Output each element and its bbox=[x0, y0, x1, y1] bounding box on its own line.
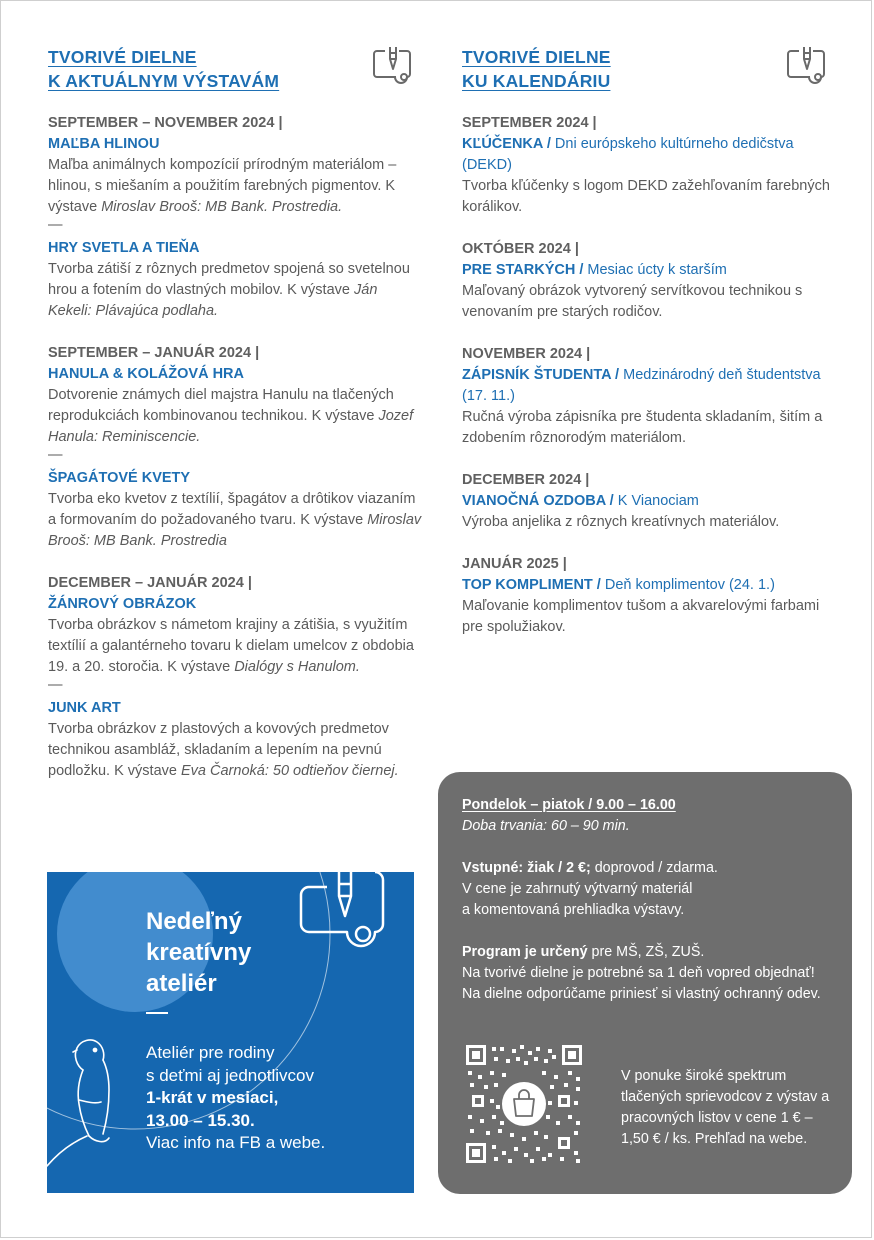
promo-frequency: 1-krát v mesiaci, bbox=[146, 1088, 279, 1107]
occasion: Medzinárodný deň študentstva (17. 11.) bbox=[462, 367, 821, 404]
right-heading bbox=[462, 45, 837, 93]
promo-separator bbox=[146, 1012, 168, 1014]
occasion: Deň komplimentov (24. 1.) bbox=[600, 577, 775, 593]
left-column bbox=[48, 45, 423, 803]
right-column bbox=[462, 45, 837, 659]
separator-dash: — bbox=[48, 217, 63, 233]
price-line: V cene je zahrnutý výtvarný materiál bbox=[462, 881, 693, 897]
paintbrush-easel-icon bbox=[371, 45, 415, 89]
workshop-title: HANULA & KOLÁŽOVÁ HRA bbox=[48, 366, 245, 382]
promo-text-line: Viac info na FB a webe. bbox=[146, 1133, 326, 1152]
paintbrush-easel-icon bbox=[301, 872, 383, 946]
qr-code-shopping-bag-icon[interactable] bbox=[464, 1043, 584, 1165]
entry-period: NOVEMBER 2024 | bbox=[462, 346, 591, 362]
workshop-item bbox=[48, 698, 423, 782]
workshop-description: Maľovanie komplimentov tušom a akvarelovými farbami pre spolužiakov. bbox=[462, 598, 820, 635]
promo-time: 13.00 – 15.30. bbox=[146, 1110, 255, 1130]
workshop-title: ŠPAGÁTOVÉ KVETY bbox=[48, 470, 191, 486]
calendar-title-line bbox=[462, 260, 837, 281]
left-entries bbox=[48, 113, 423, 782]
duration-text: Doba trvania: 60 – 90 min. bbox=[462, 818, 630, 834]
promo-text bbox=[146, 1042, 325, 1155]
workshop-description bbox=[48, 719, 423, 782]
description-text: Tvorba obrázkov s námetom krajiny a zátišia, s využitím textílií a galantérneho tovaru k dielam umelcov z obdobia 19. a 20. storočia. K výstave bbox=[48, 617, 414, 675]
promo-title-line: ateliér bbox=[146, 970, 217, 997]
left-heading bbox=[48, 45, 423, 93]
entry-period: SEPTEMBER 2024 | bbox=[462, 115, 597, 131]
entry-period: DECEMBER – JANUÁR 2024 | bbox=[48, 575, 252, 591]
workshop-description: Tvorba kľúčenky s logom DEKD zažehľovaním farebných korálikov. bbox=[462, 178, 830, 215]
left-heading-line1: TVORIVÉ DIELNE bbox=[48, 47, 197, 67]
program-text: Na tvorivé dielne je potrebné sa 1 deň vopred objednať! Na dielne odporúčame priniesť si vlastný ochranný odev. bbox=[462, 965, 821, 1002]
workshop-title: ŽÁNROVÝ OBRÁZOK bbox=[48, 596, 197, 612]
workshop-item bbox=[48, 134, 423, 218]
promo-title-line: kreatívny bbox=[146, 939, 252, 966]
description-text: Tvorba zátiší z rôznych predmetov spojená so svetelnou hrou a fotením do vlastných mobilov. K výstave bbox=[48, 261, 410, 298]
paintbrush-easel-icon bbox=[785, 45, 829, 89]
hours-text: Pondelok – piatok / 9.00 – 16.00 bbox=[462, 797, 676, 813]
price-rest: doprovod / zdarma. bbox=[590, 860, 718, 876]
exhibition-name: Miroslav Brooš: MB Bank. Prostredia bbox=[48, 512, 422, 549]
workshop-description bbox=[48, 155, 423, 218]
exhibition-name: Ján Kekeli: Plávajúca podlaha. bbox=[48, 282, 378, 319]
calendar-title-line bbox=[462, 365, 837, 407]
calendar-entry bbox=[462, 113, 837, 218]
calendar-entry bbox=[462, 344, 837, 449]
occasion: Dni európskeho kultúrneho dedičstva (DEKD) bbox=[462, 136, 794, 173]
workshop-description bbox=[48, 489, 423, 552]
workshop-item bbox=[48, 364, 423, 448]
description-text: Tvorba eko kvetov z textílií, špagátov a drôtikov viazaním a formovaním do požadovaného tvaru. K výstave bbox=[48, 491, 416, 528]
program-rest: pre MŠ, ZŠ, ZUŠ. bbox=[587, 944, 705, 960]
workshop-item bbox=[48, 238, 423, 322]
right-entries bbox=[462, 113, 837, 638]
entry-period: SEPTEMBER – JANUÁR 2024 | bbox=[48, 345, 260, 361]
workshop-title: HRY SVETLA A TIEŇA bbox=[48, 240, 200, 256]
workshop-title: ZÁPISNÍK ŠTUDENTA / bbox=[462, 367, 620, 383]
info-box bbox=[438, 772, 852, 1194]
description-text: Tvorba obrázkov z plastových a kovových predmetov technikou asambláž, skladaním a lepením na pevnú podložku. K výstave bbox=[48, 721, 389, 779]
guides-info: V ponuke široké spektrum tlačených sprievodcov z výstav a pracovných listov v cene 1 € – 1,50 € / ks. Prehľad na webe. bbox=[621, 1068, 830, 1147]
promo-text-line: Ateliér pre rodiny bbox=[146, 1043, 275, 1062]
workshop-description bbox=[48, 385, 423, 448]
workshop-description bbox=[48, 259, 423, 322]
entry-period: JANUÁR 2025 | bbox=[462, 556, 567, 572]
marmot-icon bbox=[47, 1040, 109, 1166]
price-label: Vstupné: žiak / 2 €; bbox=[462, 860, 591, 876]
workshop-title: JUNK ART bbox=[48, 700, 121, 716]
workshop-description: Ručná výroba zápisníka pre študenta skladaním, šitím a zdobením rôznorodým materiálom. bbox=[462, 409, 823, 446]
calendar-title-line bbox=[462, 575, 837, 596]
promo-title bbox=[146, 906, 251, 999]
pricing bbox=[462, 858, 832, 921]
workshop-title: PRE STARKÝCH / bbox=[462, 262, 584, 278]
right-heading-line1: TVORIVÉ DIELNE bbox=[462, 47, 611, 67]
calendar-entry bbox=[462, 239, 837, 323]
occasion: Mesiac úcty k starším bbox=[583, 262, 727, 278]
description-text: Maľba animálnych kompozícií prírodným materiálom – hlinou, s miešaním a použitím farebných pigmentov. K výstave bbox=[48, 157, 397, 215]
calendar-entry bbox=[462, 554, 837, 638]
program-info bbox=[462, 942, 827, 1005]
description-text: Dotvorenie známych diel majstra Hanulu na tlačených reprodukciách kombinovanou technikou. K výstave bbox=[48, 387, 394, 424]
workshop-entry bbox=[48, 573, 423, 782]
workshop-item bbox=[48, 468, 423, 552]
right-heading-line2: KU KALENDÁRIU bbox=[462, 71, 611, 91]
exhibition-name: Miroslav Brooš: MB Bank. Prostredia. bbox=[101, 199, 343, 215]
workshop-entry bbox=[48, 113, 423, 322]
promo-title-line: Nedeľný bbox=[146, 908, 242, 935]
calendar-entry bbox=[462, 470, 837, 533]
exhibition-name: Dialógy s Hanulom. bbox=[234, 659, 360, 675]
opening-hours bbox=[462, 795, 832, 837]
left-heading-line2: K AKTUÁLNYM VÝSTAVÁM bbox=[48, 71, 280, 91]
workshop-description: Výroba anjelika z rôznych kreatívnych materiálov. bbox=[462, 514, 780, 530]
exhibition-name: Eva Čarnoká: 50 odtieňov čiernej. bbox=[181, 763, 399, 779]
promo-text-line: s deťmi aj jednotlivcov bbox=[146, 1065, 314, 1085]
workshop-description bbox=[48, 615, 423, 678]
workshop-title: MAĽBA HLINOU bbox=[48, 136, 160, 152]
calendar-title-line bbox=[462, 134, 837, 176]
workshop-title: TOP KOMPLIMENT / bbox=[462, 577, 601, 593]
workshop-description: Maľovaný obrázok vytvorený servítkovou technikou s venovaním pre starých rodičov. bbox=[462, 283, 803, 320]
occasion: K Vianociam bbox=[613, 493, 699, 509]
entry-period: OKTÓBER 2024 | bbox=[462, 241, 579, 257]
separator-dash: — bbox=[48, 447, 63, 463]
sunday-atelier-promo bbox=[47, 872, 414, 1193]
workshop-item bbox=[48, 594, 423, 678]
separator-dash: — bbox=[48, 677, 63, 693]
entry-period: DECEMBER 2024 | bbox=[462, 472, 590, 488]
workshop-title: VIANOČNÁ OZDOBA / bbox=[462, 493, 614, 509]
workshop-title: KĽÚČENKA / bbox=[462, 136, 551, 152]
calendar-title-line bbox=[462, 491, 837, 512]
entry-period: SEPTEMBER – NOVEMBER 2024 | bbox=[48, 115, 283, 131]
workshop-entry bbox=[48, 343, 423, 552]
program-label: Program je určený bbox=[462, 944, 588, 960]
price-line: a komentovaná prehliadka výstavy. bbox=[462, 902, 685, 918]
exhibition-name: Jozef Hanula: Reminiscencie. bbox=[48, 408, 414, 445]
